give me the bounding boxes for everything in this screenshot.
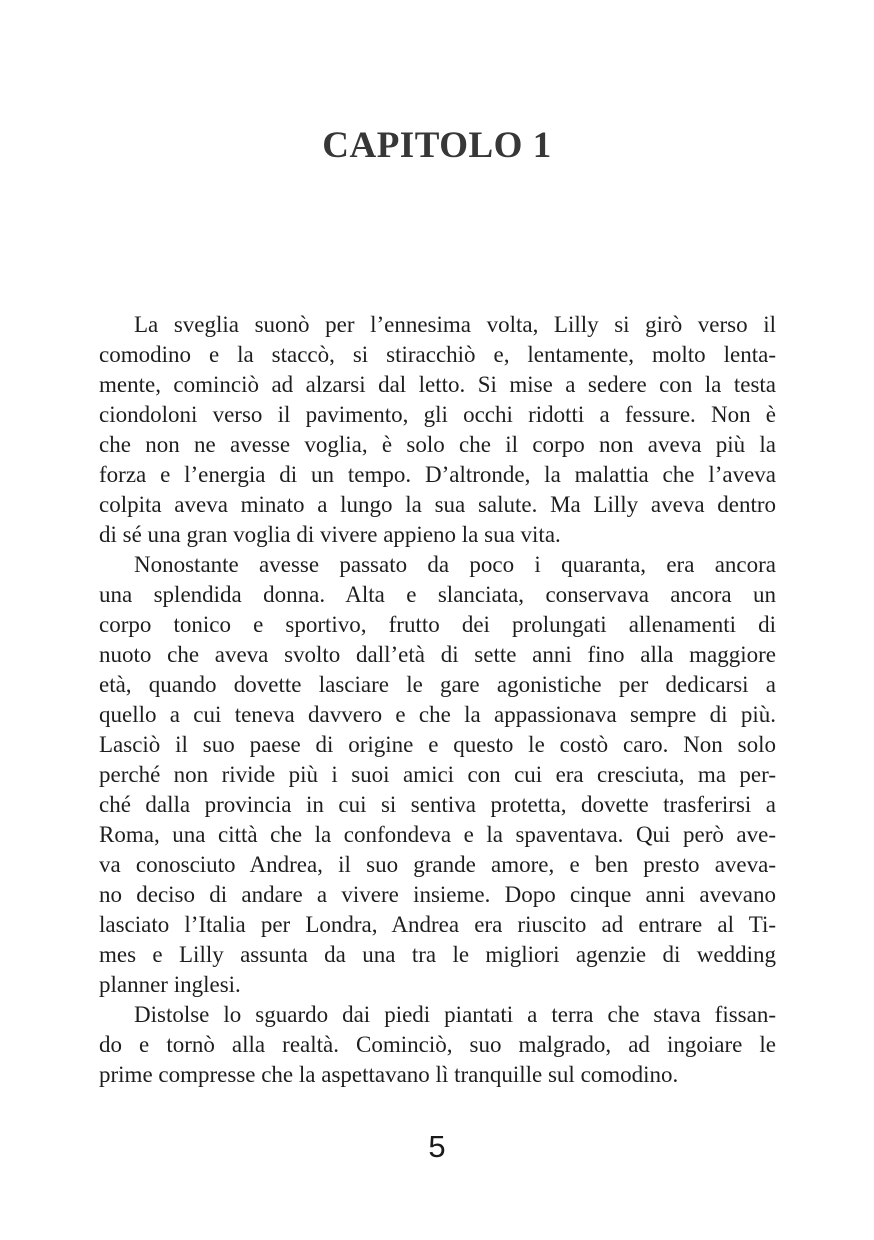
text-line: planner inglesi. — [99, 972, 241, 997]
text-line: colpita aveva minato a lungo la sua salute. Ma Lilly aveva dentro — [99, 492, 776, 517]
text-line: va conosciuto Andrea, il suo grande amore, e ben presto aveva- — [99, 852, 776, 877]
text-line: Distolse lo sguardo dai piedi piantati a terra che stava fissan- — [134, 1002, 776, 1027]
text-line: ciondoloni verso il pavimento, gli occhi ridotti a fessure. Non è — [99, 402, 776, 427]
paragraph — [99, 550, 776, 1000]
text-line: di sé una gran voglia di vivere appieno la sua vita. — [99, 522, 561, 547]
text-line: comodino e la staccò, si stiracchiò e, lentamente, molto lenta- — [99, 342, 776, 367]
text-line: Roma, una città che la confondeva e la spaventava. Qui però ave- — [99, 822, 776, 847]
text-line: Nonostante avesse passato da poco i quaranta, era ancora — [134, 552, 776, 577]
text-line: prime compresse che la aspettavano lì tranquille sul comodino. — [99, 1062, 679, 1087]
paragraph — [99, 1000, 776, 1090]
text-line: ché dalla provincia in cui si sentiva protetta, dovette trasferirsi a — [99, 792, 776, 817]
text-line: perché non rivide più i suoi amici con cui era cresciuta, ma per- — [99, 762, 776, 787]
body-text — [99, 310, 776, 1090]
text-line: do e tornò alla realtà. Cominciò, suo malgrado, ad ingoiare le — [99, 1032, 776, 1057]
text-line: mes e Lilly assunta da una tra le migliori agenzie di wedding — [99, 942, 776, 967]
text-line: no deciso di andare a vivere insieme. Dopo cinque anni avevano — [99, 882, 776, 907]
text-line: mente, cominciò ad alzarsi dal letto. Si mise a sedere con la testa — [99, 372, 776, 397]
text-line: che non ne avesse voglia, è solo che il corpo non aveva più la — [99, 432, 776, 457]
text-line: quello a cui teneva davvero e che la appassionava sempre di più. — [99, 702, 776, 727]
chapter-heading: CAPITOLO 1 — [322, 125, 552, 166]
text-line: corpo tonico e sportivo, frutto dei prolungati allenamenti di — [99, 612, 776, 637]
text-line: età, quando dovette lasciare le gare agonistiche per dedicarsi a — [99, 672, 776, 697]
text-line: nuoto che aveva svolto dall’età di sette anni fino alla maggiore — [99, 642, 776, 667]
page-number: 5 — [428, 1129, 446, 1164]
text-line: Lasciò il suo paese di origine e questo le costò caro. Non solo — [99, 732, 776, 757]
text-line: una splendida donna. Alta e slanciata, conservava ancora un — [99, 582, 776, 607]
text-line: lasciato l’Italia per Londra, Andrea era riuscito ad entrare al Ti- — [99, 912, 776, 937]
text-line: La sveglia suonò per l’ennesima volta, Lilly si girò verso il — [134, 312, 776, 337]
paragraph — [99, 310, 776, 550]
text-line: forza e l’energia di un tempo. D’altronde, la malattia che l’aveva — [99, 462, 776, 487]
